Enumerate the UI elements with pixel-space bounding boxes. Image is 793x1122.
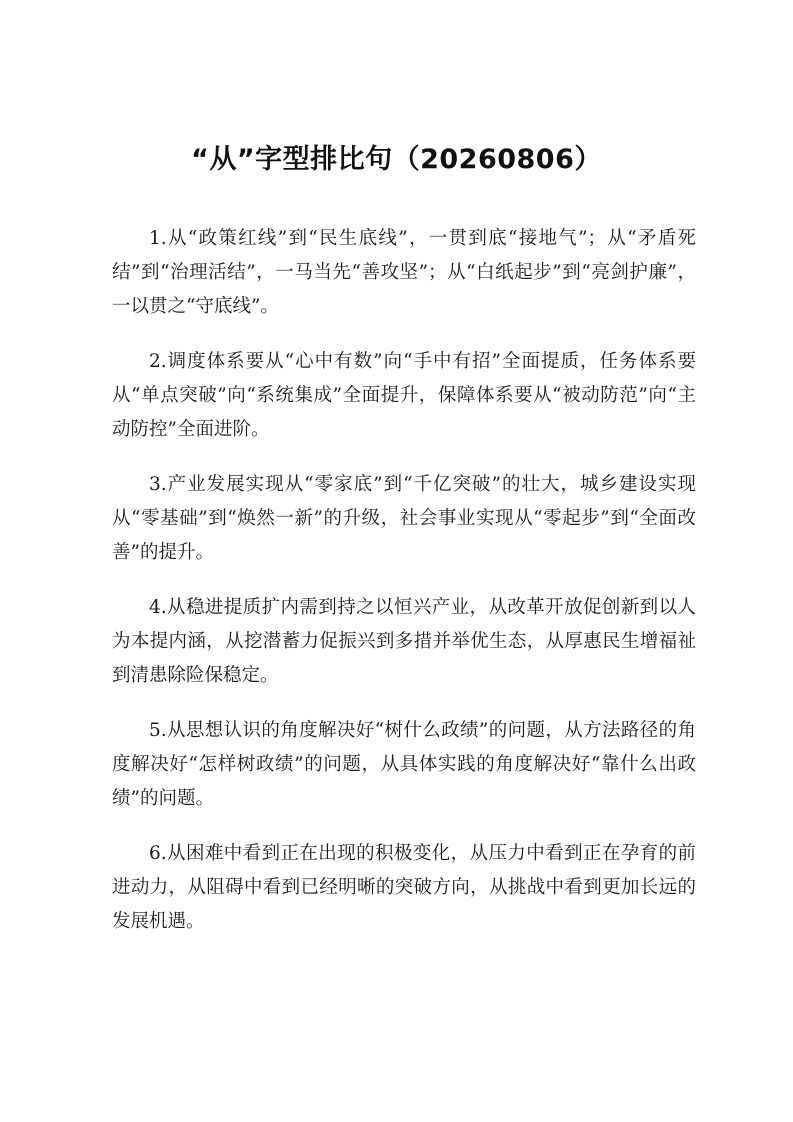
- document-body: [112, 222, 696, 960]
- paragraph-1: 1.从“政策红线”到“民生底线”，一贯到底“接地气”；从“矛盾死结”到“治理活结”，一马当先“善攻坚”；从“白纸起步”到“亮剑护廉”，一以贯之“守底线”。: [112, 228, 696, 317]
- paragraph-6: 6.从困难中看到正在出现的积极变化，从压力中看到正在孕育的前进动力，从阻碍中看到已经明晰的突破方向，从挑战中看到更加长远的发展机遇。: [112, 843, 696, 932]
- paragraph-3: 3.产业发展实现从“零家底”到“千亿突破”的壮大，城乡建设实现从“零基础”到“焕然一新”的升级，社会事业实现从“零起步”到“全面改善”的提升。: [112, 474, 696, 563]
- document-title: “从”字型排比句（20260806）: [191, 144, 602, 175]
- paragraph-2: 2.调度体系要从“心中有数”向“手中有招”全面提质，任务体系要从“单点突破”向“系统集成”全面提升，保障体系要从“被动防范”向“主动防控”全面进阶。: [112, 351, 696, 440]
- paragraph-4: 4.从稳进提质扩内需到持之以恒兴产业，从改革开放促创新到以人为本提内涵，从挖潜蓄力促振兴到多措并举优生态，从厚惠民生增福祉到清患除险保稳定。: [112, 597, 696, 686]
- paragraph-5: 5.从思想认识的角度解决好“树什么政绩”的问题，从方法路径的角度解决好“怎样树政绩”的问题，从具体实践的角度解决好“靠什么出政绩”的问题。: [112, 720, 696, 809]
